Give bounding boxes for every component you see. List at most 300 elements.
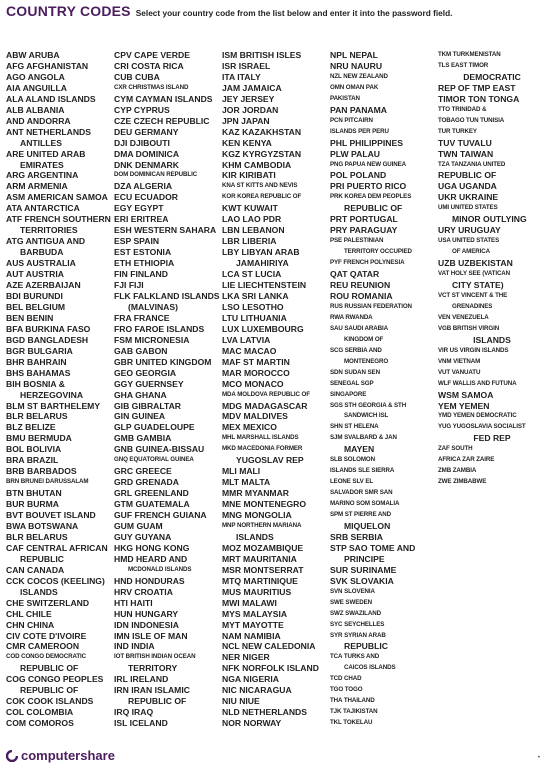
country-code: NPL: [330, 50, 348, 60]
country-entry: [222, 269, 330, 280]
country-entry: [222, 368, 330, 379]
country-name: OF AMERICA: [452, 248, 490, 256]
country-code: ETH: [114, 258, 132, 269]
footer: [6, 748, 115, 763]
country-entry: [222, 214, 330, 225]
country-name: PANAMA: [349, 104, 387, 115]
country-entry: [438, 335, 546, 346]
country-entry: [438, 401, 546, 412]
country-name: EGYPT: [134, 203, 164, 214]
country-code: MAC: [222, 345, 242, 356]
column-3: [222, 50, 330, 740]
country-name: FINLAND: [130, 269, 168, 280]
country-code: MYS: [222, 608, 241, 619]
country-entry: [6, 313, 114, 324]
country-name: CENTRAL AFRICAN: [26, 542, 108, 553]
country-name: SERBIA AND: [344, 346, 382, 354]
instruction-emphasis: password: [392, 8, 431, 18]
country-entry: [114, 236, 222, 247]
country-name: HAITI: [130, 597, 153, 608]
country-entry: [6, 61, 114, 72]
country-name: DOMINICAN REPUBLIC: [129, 171, 198, 179]
country-code: CRI: [114, 60, 129, 71]
country-name: PUERTO RICO: [346, 181, 407, 192]
country-entry: [114, 707, 222, 718]
country-name: YUGOSLAVIA SOCIALIST: [452, 423, 526, 431]
country-entry: [222, 718, 330, 729]
country-name: MALI: [239, 466, 261, 477]
country-name: ISLANDS PER PERU: [330, 127, 389, 135]
page-header: [6, 3, 546, 23]
country-name: ANTIGUA AND: [25, 236, 86, 247]
country-name: REPUBLIC OF: [20, 685, 79, 696]
country-entry: [222, 258, 330, 269]
country-entry: [222, 379, 330, 390]
country-code: VCT: [438, 291, 451, 299]
country-code: BRN: [6, 478, 20, 486]
country-entry: [438, 116, 546, 127]
country-name: FRANCE: [133, 312, 170, 323]
country-code: HMD: [114, 553, 134, 564]
country-name: SEYCHELLES: [344, 620, 385, 628]
country-name: CHINA: [27, 619, 55, 630]
country-name: CANADA: [27, 564, 65, 575]
country-name: EMIRATES: [20, 159, 64, 170]
country-name: SRI LANKA: [241, 290, 289, 301]
country-entry: [222, 598, 330, 609]
country-name: LIBYAN ARAB: [241, 247, 300, 258]
country-name: HOLY SEE (VATICAN: [450, 270, 511, 278]
country-name: ISRAEL: [238, 60, 271, 71]
country-code: LVA: [222, 334, 238, 345]
country-code: DJI: [114, 137, 128, 148]
country-name: FRENCH SOUTHERN: [24, 214, 111, 225]
country-entry: [114, 510, 222, 521]
country-code: BGR: [6, 345, 26, 356]
country-entry: [438, 455, 546, 466]
country-code: SYC: [330, 620, 343, 628]
country-name: UNITED STATES: [450, 204, 498, 212]
country-name: MALAWI: [242, 597, 277, 608]
country-entry: [222, 247, 330, 258]
country-entry: [6, 236, 114, 247]
country-name: ARMENIA: [27, 181, 68, 192]
country-name: GAMBIA: [136, 433, 172, 444]
country-name: SOLOMON: [343, 456, 375, 464]
country-code: RUS: [330, 302, 343, 310]
country-name: BOSNIA &: [23, 378, 65, 389]
country-entry: [6, 532, 114, 543]
country-name: ECUADOR: [134, 192, 178, 203]
country-code: DZA: [114, 181, 132, 192]
country-code: FJI: [114, 280, 127, 291]
computershare-logo-text: computershare: [21, 748, 115, 763]
country-code: KNA: [222, 182, 235, 190]
country-code: AUT: [6, 269, 24, 280]
country-entry: [222, 652, 330, 663]
country-name: SALVADOR SMR SAN: [330, 489, 393, 497]
country-code: AIA: [6, 82, 21, 93]
country-name: DEMOCRATIC: [463, 71, 521, 82]
country-code: ASM: [6, 192, 26, 203]
country-entry: [438, 214, 546, 225]
country-name: MALDIVES: [243, 411, 288, 422]
country-name: LITHUANIA: [240, 312, 287, 323]
country-entry: [6, 269, 114, 280]
country-code: TCA: [330, 653, 343, 661]
country-entry: [6, 401, 114, 412]
country-name: SENEGAL SGP: [330, 379, 374, 387]
country-name: CHAD: [344, 675, 362, 683]
country-entry: [6, 258, 114, 269]
country-name: JERSEY: [240, 93, 275, 104]
country-entry: [6, 127, 114, 138]
country-code: BLZ: [6, 422, 23, 433]
country-name: MAURITIUS: [243, 586, 292, 597]
country-name: GEORGIA: [135, 367, 177, 378]
country-entry: [114, 149, 222, 160]
country-name: COLOMBIA: [26, 707, 74, 718]
country-name: HONDURAS: [135, 575, 185, 586]
country-code: GRD: [114, 477, 134, 488]
country-entry: [6, 181, 114, 192]
computershare-logo-icon: [6, 750, 18, 762]
country-entry: [114, 94, 222, 105]
country-code: MSR: [222, 564, 242, 575]
country-code: IDN: [114, 619, 129, 630]
country-code: GEO: [114, 367, 134, 378]
country-name: ANGUILLA: [22, 82, 67, 93]
country-code: LUX: [222, 323, 240, 334]
country-entry: [222, 83, 330, 94]
country-entry: [6, 83, 114, 94]
country-name: GUINEA: [131, 411, 166, 422]
country-name: MOLDOVA REPUBLIC OF: [237, 390, 310, 398]
country-entry: [6, 685, 114, 696]
country-entry: [114, 313, 222, 324]
country-code: MMR: [222, 488, 243, 499]
country-entry: [6, 433, 114, 444]
country-entry: [438, 127, 546, 138]
country-name: US VIRGIN ISLANDS: [449, 346, 509, 354]
country-name: MONACO: [244, 378, 284, 389]
country-code: IMN: [114, 630, 130, 641]
country-name: LESOTHO: [242, 301, 284, 312]
country-entry: [330, 368, 438, 379]
country-code: SVK: [330, 575, 348, 586]
country-name: MCDONALD ISLANDS: [128, 565, 192, 573]
country-code: MHL: [222, 434, 235, 442]
country-code: GAB: [114, 345, 134, 356]
country-entry: [6, 411, 114, 422]
country-code: GUM: [114, 520, 135, 531]
country-name: CONGO DEMOCRATIC: [21, 653, 87, 661]
country-code: LIE: [222, 280, 236, 291]
country-name: BARBADOS: [27, 466, 77, 477]
country-code: BRB: [6, 466, 25, 477]
country-entry: [6, 203, 114, 214]
country-name: CAMEROON: [27, 641, 80, 652]
country-name: FRENCH GUIANA: [134, 510, 207, 521]
country-name: GRENADA: [135, 477, 179, 488]
country-code: IRL: [114, 674, 128, 685]
country-code: TKL: [330, 719, 342, 727]
country-entry: [330, 411, 438, 422]
country-name: MALTA: [241, 477, 271, 488]
country-name: LATVIA: [239, 334, 271, 345]
country-code: YMD: [438, 412, 452, 420]
country-entry: [6, 718, 114, 729]
country-name: BELARUS: [26, 411, 68, 422]
country-code: ARE: [6, 148, 25, 159]
country-entry: [330, 543, 438, 554]
country-name: ITALY: [237, 71, 261, 82]
country-name: ST MARTIN: [243, 356, 290, 367]
country-code: MNG: [222, 510, 243, 521]
country-code: BHR: [6, 356, 25, 367]
country-entry: [114, 554, 222, 565]
country-entry: [330, 335, 438, 346]
country-name: PAPUA NEW GUINEA: [344, 160, 407, 168]
country-code: LBY: [222, 247, 240, 258]
country-entry: [222, 565, 330, 576]
country-entry: [222, 422, 330, 433]
country-name: PALESTINIAN: [343, 237, 384, 245]
country-entry: [330, 554, 438, 565]
country-name: TAJIKISTAN: [343, 708, 378, 716]
country-code: GTM: [114, 499, 134, 510]
country-name: BULGARIA: [27, 345, 73, 356]
country-name: REPUBLIC OF: [344, 203, 403, 214]
country-entry: [330, 444, 438, 455]
country-code: DNK: [114, 159, 133, 170]
country-code: BOL: [6, 444, 24, 455]
country-entry: [114, 532, 222, 543]
country-entry: [330, 247, 438, 258]
country-name: MONTSERRAT: [243, 564, 304, 575]
country-entry: [222, 401, 330, 412]
country-code: USA: [438, 237, 451, 245]
country-entry: [222, 707, 330, 718]
country-entry: [114, 477, 222, 488]
country-entry: [6, 247, 114, 258]
country-entry: [330, 116, 438, 127]
country-code: VAT: [438, 270, 450, 278]
country-name: UKRAINE: [459, 192, 499, 203]
country-code: ITA: [222, 71, 235, 82]
country-entry: [6, 192, 114, 203]
page-instruction: [136, 8, 453, 18]
country-code: POL: [330, 170, 348, 181]
country-entry: [6, 225, 114, 236]
country-name: REPUBLIC OF: [128, 696, 187, 707]
country-entry: [222, 357, 330, 368]
country-entry: [222, 510, 330, 521]
country-entry: [6, 160, 114, 171]
country-code: PRK: [330, 193, 343, 201]
country-name: TIMOR TON TONGA: [438, 93, 520, 104]
country-entry: [330, 357, 438, 368]
country-name: NIUE: [239, 696, 260, 707]
country-code: BDI: [6, 290, 21, 301]
country-name: ALAND ISLANDS: [25, 93, 96, 104]
country-name: PORTUGAL: [349, 214, 398, 225]
country-code: HTI: [114, 597, 128, 608]
country-code: BWA: [6, 520, 26, 531]
country-code: SHN: [330, 423, 343, 431]
country-code: HND: [114, 575, 133, 586]
country-code: ERI: [114, 214, 129, 225]
country-code: NLD: [222, 707, 240, 718]
country-code: AFG: [6, 60, 25, 71]
country-entry: [114, 433, 222, 444]
country-code: ESP: [114, 236, 132, 247]
country-entry: [438, 105, 546, 116]
country-name: ZAMBIA: [452, 467, 477, 475]
country-name: PRINCIPE: [344, 553, 385, 564]
country-name: JAMAHIRIYA: [236, 258, 289, 269]
country-entry: [6, 521, 114, 532]
country-entry: [330, 609, 438, 620]
country-name: ISLE OF MAN: [132, 630, 188, 641]
country-entry: [222, 225, 330, 236]
country-name: (MALVINAS): [128, 301, 178, 312]
country-code: PRT: [330, 214, 348, 225]
country-name: HEARD AND: [135, 553, 188, 564]
country-code: MLI: [222, 466, 237, 477]
country-entry: [330, 192, 438, 203]
country-name: MARINO SOM SOMALIA: [330, 500, 400, 508]
country-name: NICARAGUA: [239, 685, 292, 696]
country-name: SANDWICH ISL: [344, 412, 389, 420]
country-code: ALA: [6, 93, 24, 104]
country-name: YEMEN: [458, 400, 490, 411]
country-code: CYP: [114, 104, 132, 115]
country-code: STP: [330, 542, 347, 553]
country-name: NEW CALEDONIA: [241, 641, 316, 652]
country-name: NIGER: [242, 652, 270, 663]
country-code: SCG: [330, 346, 344, 354]
country-code: CHE: [6, 597, 25, 608]
country-entry: [330, 149, 438, 160]
country-entry: [222, 444, 330, 455]
country-code: BEL: [6, 301, 24, 312]
country-name: NETHERLANDS: [242, 707, 307, 718]
country-entry: [330, 214, 438, 225]
country-entry: [222, 324, 330, 335]
country-code: EGY: [114, 203, 132, 214]
country-entry: [114, 214, 222, 225]
country-entry: [6, 324, 114, 335]
country-name: MADAGASCAR: [244, 400, 308, 411]
country-name: YEMEN DEMOCRATIC: [452, 412, 517, 420]
country-entry: [438, 444, 546, 455]
country-name: RUSSIAN FEDERATION: [344, 302, 412, 310]
country-code: HKG: [114, 542, 134, 553]
country-entry: [6, 499, 114, 510]
country-code: VIR: [438, 346, 449, 354]
country-code: BIH: [6, 378, 21, 389]
country-entry: [114, 609, 222, 620]
country-name: CYPRUS: [133, 104, 170, 115]
country-code: DEU: [114, 126, 133, 137]
country-entry: [438, 160, 546, 171]
country-entry: [330, 499, 438, 510]
country-name: GERMANY: [134, 126, 179, 137]
country-name: AFRICA ZAR ZAIRE: [438, 456, 495, 464]
country-name: BARBUDA: [20, 247, 64, 258]
page-title: COUNTRY CODES: [6, 3, 131, 19]
country-name: CROATIA: [134, 586, 173, 597]
country-entry: [114, 247, 222, 258]
country-name: BOUVET ISLAND: [25, 510, 96, 521]
country-entry: [6, 302, 114, 313]
country-entry: [6, 707, 114, 718]
country-code: CCK: [6, 575, 25, 586]
country-name: KENYA: [242, 137, 272, 148]
country-entry: [6, 554, 114, 565]
country-code: MDA: [222, 390, 236, 398]
country-name: SVALBARD & JAN: [344, 434, 397, 442]
country-entry: [438, 466, 546, 477]
country-entry: [6, 652, 114, 663]
country-name: BANGLADESH: [27, 334, 89, 345]
country-entry: [222, 291, 330, 302]
country-entry: [222, 390, 330, 401]
country-name: CHILE: [25, 608, 52, 619]
country-code: YUG: [438, 423, 452, 431]
country-code: WSM: [438, 389, 460, 400]
country-entry: [6, 565, 114, 576]
country-code: COL: [6, 707, 24, 718]
country-entry: [114, 192, 222, 203]
country-entry: [6, 543, 114, 554]
country-entry: [330, 94, 438, 105]
country-code: ATA: [6, 203, 23, 214]
country-entry: [330, 455, 438, 466]
country-name: AMERICAN SAMOA: [27, 192, 108, 203]
country-code: NRU: [330, 60, 349, 71]
country-code: GNQ: [114, 456, 128, 464]
country-entry: [222, 576, 330, 587]
country-name: ST PIERRE AND: [344, 511, 391, 519]
country-name: IRELAND: [130, 674, 169, 685]
country-code: GHA: [114, 389, 133, 400]
country-entry: [114, 390, 222, 401]
country-entry: [114, 335, 222, 346]
country-name: URUGUAY: [458, 225, 501, 236]
country-name: IRAN ISLAMIC: [131, 685, 190, 696]
country-code: GBR: [114, 356, 134, 367]
country-entry: [438, 280, 546, 291]
country-code: CXR: [114, 83, 127, 91]
country-entry: [114, 641, 222, 652]
country-entry: [6, 138, 114, 149]
country-name: SINGAPORE: [330, 390, 367, 398]
country-entry: [114, 324, 222, 335]
country-code: NZL: [330, 72, 342, 80]
country-code: GRC: [114, 466, 134, 477]
country-code: SGS: [330, 401, 343, 409]
country-entry: [330, 313, 438, 324]
country-code: UGA: [438, 181, 457, 192]
country-code: KIR: [222, 170, 237, 181]
country-code: TTO: [438, 105, 450, 113]
country-name: REPUBLIC OF: [438, 170, 497, 181]
country-code: MCO: [222, 378, 243, 389]
country-entry: [6, 488, 114, 499]
country-name: OMAN PAK: [345, 83, 379, 91]
